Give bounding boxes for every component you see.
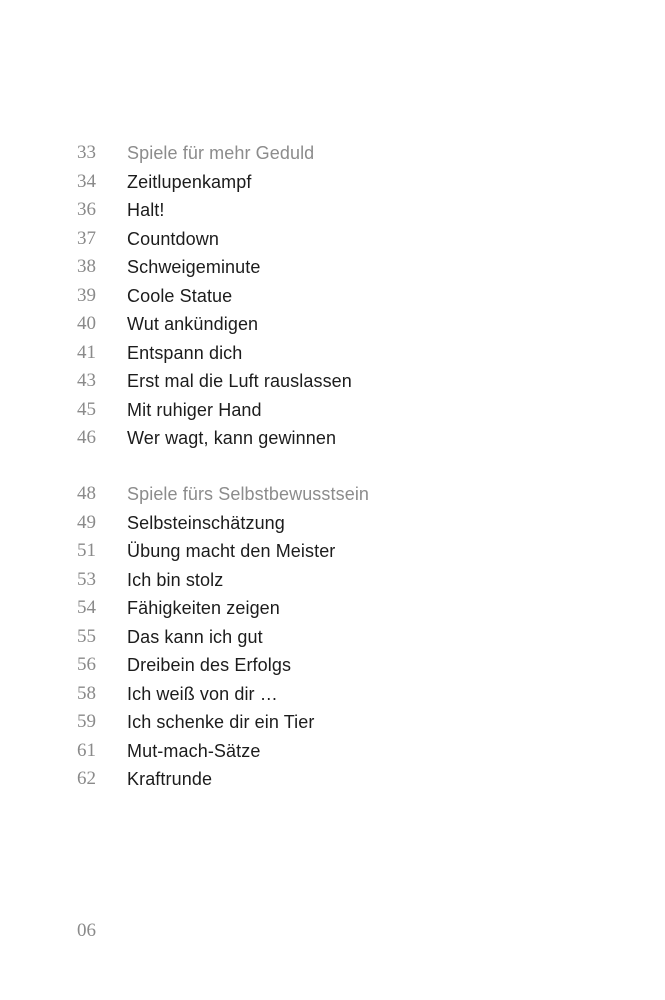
toc-entry (0, 509, 665, 538)
toc-entry (0, 680, 665, 709)
toc-entry (0, 566, 665, 595)
page-number: 37 (77, 227, 96, 249)
page-number: 43 (77, 370, 96, 391)
entry-title: Wut ankündigen (127, 314, 259, 334)
toc-entry (0, 339, 665, 368)
entry-title: Kraftrunde (127, 769, 213, 789)
page-number: 54 (77, 597, 96, 618)
section-heading (0, 480, 665, 509)
toc-entry (0, 537, 665, 566)
toc-entry (0, 651, 665, 680)
toc-entry (0, 623, 665, 652)
toc-entry (0, 196, 665, 225)
page-number: 62 (77, 768, 96, 789)
entry-title: Erst mal die Luft rauslassen (127, 371, 352, 391)
toc-entry (0, 594, 665, 623)
entry-title: Das kann ich gut (127, 626, 263, 647)
entry-title: Halt! (127, 200, 165, 220)
page-number: 39 (77, 284, 96, 306)
toc-entry (0, 225, 665, 254)
page-number: 59 (77, 711, 96, 732)
page-number: 55 (77, 625, 96, 647)
section-title: Spiele fürs Selbstbewusstsein (127, 484, 370, 504)
page-number: 48 (77, 483, 96, 504)
toc-entry (0, 424, 665, 453)
page-number: 56 (77, 654, 96, 675)
section-title: Spiele für mehr Geduld (127, 143, 315, 163)
toc-entry (0, 310, 665, 339)
toc-section-geduld (0, 139, 665, 453)
page-number: 51 (77, 540, 96, 561)
toc-entry (0, 737, 665, 766)
toc-entry (0, 168, 665, 197)
entry-title: Zeitlupenkampf (127, 171, 252, 192)
toc-entry (0, 708, 665, 737)
entry-title: Schweigeminute (127, 257, 261, 277)
entry-title: Dreibein des Erfolgs (127, 655, 292, 675)
entry-title: Ich bin stolz (127, 569, 224, 590)
entry-title: Selbsteinschätzung (127, 512, 285, 533)
entry-title: Ich weiß von dir … (127, 683, 278, 704)
toc-entry (0, 282, 665, 311)
toc-entry (0, 396, 665, 425)
entry-title: Entspann dich (127, 342, 243, 363)
entry-title: Mut-mach-Sätze (127, 740, 261, 761)
toc-entry (0, 253, 665, 282)
entry-title: Countdown (127, 228, 219, 249)
page-number: 33 (77, 142, 96, 163)
page-number: 40 (77, 313, 96, 334)
entry-title: Übung macht den Meister (127, 541, 336, 561)
entry-title: Mit ruhiger Hand (127, 399, 262, 420)
entry-title: Coole Statue (127, 285, 233, 306)
section-heading (0, 139, 665, 168)
page-number: 45 (77, 398, 96, 420)
entry-title: Fähigkeiten zeigen (127, 598, 280, 618)
toc-entry (0, 765, 665, 794)
page-number: 38 (77, 256, 96, 277)
page-number: 58 (77, 682, 96, 704)
entry-title: Ich schenke dir ein Tier (127, 712, 315, 732)
toc-entry (0, 367, 665, 396)
page-number: 41 (77, 341, 96, 363)
entry-title: Wer wagt, kann gewinnen (127, 428, 337, 448)
page-number: 49 (77, 511, 96, 533)
toc-section-selbstbewusstsein (0, 480, 665, 794)
page-number: 46 (77, 427, 96, 448)
page-number: 53 (77, 568, 96, 590)
page-number: 36 (77, 199, 96, 220)
page-folio: 06 (77, 920, 96, 941)
page-number: 61 (77, 739, 96, 761)
page-number: 34 (77, 170, 96, 192)
